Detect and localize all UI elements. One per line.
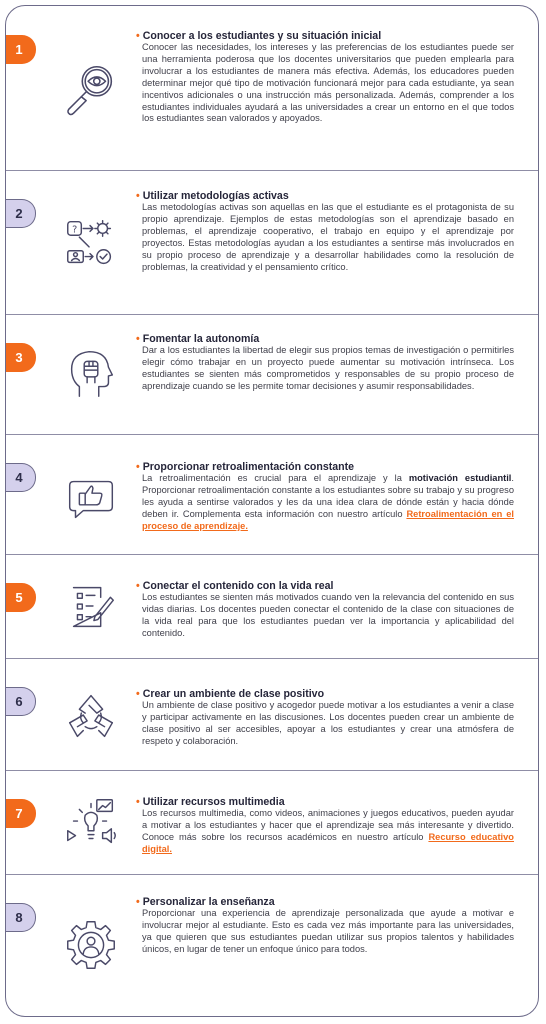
section-title: Utilizar recursos multimedia xyxy=(142,796,285,808)
section-2: 2 ? • Utilizar metodologías activas Las metodologías activas son aquellas en las que el estudiante es el protagonista de su propio aprendizaje. Ejemplos de estas metodologías son el aprendizaje basado en problemas, el aprendizaje cooperativo, el trabajo en equipo y el aprendizaje por proyectos. Estas metodologías ayudan a los estudiantes a sentirse más involucrados en su propio proceso de aprendizaje y a desarrollar habilidades como la resolución de problemas, la creatividad y el pensamiento crítico. xyxy=(6,170,538,314)
head-fist-icon xyxy=(60,342,122,404)
multimedia-bulb-icon xyxy=(60,792,122,854)
step-number-badge: 3 xyxy=(5,343,36,372)
section-body: Los recursos multimedia, como videos, animaciones y juegos educativos, pueden ayudar a motivar a los estudiantes y hacer que el aprendizaje sea más interesante y divertido. Conoce más sobre los recursos académicos en nuestro artículo Recurso educativo digital. xyxy=(142,808,514,854)
step-number-badge: 6 xyxy=(5,687,36,716)
section-title: Utilizar metodologías activas xyxy=(142,190,289,202)
section-body: Un ambiente de clase positivo y acogedor puede motivar a los estudiantes a venir a clase y participar activamente en las discusiones. Los docentes pueden crear un ambiente de clase positivo al ser accesibles, apoyar a los estudiantes y crear una atmósfera de respeto y colaboración. xyxy=(142,700,514,746)
section-body: Las metodologías activas son aquellas en las que el estudiante es el protagonista de su propio aprendizaje. Ejemplos de estas metodologías son el aprendizaje basado en problemas, el aprendizaje cooperativo, el trabajo en equipo y el aprendizaje por proyectos. Estas metodologías ayudan a los estudiantes a sentirse más involucrados en su propio proceso de aprendizaje y a desarrollar habilidades como la resolución de problemas, la creatividad y el pensamiento crítico. xyxy=(142,202,514,272)
checklist-icon xyxy=(60,576,122,638)
step-number-badge: 4 xyxy=(5,463,36,492)
joined-hands-icon xyxy=(60,686,122,748)
step-number-badge: 7 xyxy=(5,799,36,828)
magnifier-eye-icon xyxy=(60,58,122,120)
section-title: Conocer a los estudiantes y su situación inicial xyxy=(142,30,382,42)
section-5: 5 • Conectar el contenido con la vida real Los estudiantes se sienten más motivados cuando ven la relevancia del contenido en sus vidas diarias. Los docentes pueden conectar el contenido de la clase con situaciones de la vida real para que los estudiantes puedan ver la importancia y aplicabilidad del contenido. xyxy=(6,554,538,658)
section-6: 6 • Crear un ambiente de clase positivo Un ambiente de clase positivo y acogedor puede motivar a los estudiantes a venir a clase y participar activamente en las discusiones. Los docentes pueden crear un ambiente de clase positivo al ser accesibles, apoyar a los estudiantes y crear una atmósfera de respeto y colaboración. xyxy=(6,658,538,770)
infographic-card xyxy=(5,5,539,1017)
bold-keyword: motivación estudiantil xyxy=(408,473,512,483)
article-link[interactable]: Recurso educativo digital. xyxy=(142,831,514,854)
thumbs-up-chat-icon xyxy=(60,468,122,530)
section-title: Fomentar la autonomía xyxy=(142,333,260,345)
section-body: Los estudiantes se sienten más motivados cuando ven la relevancia del contenido en sus vidas diarias. Los docentes pueden conectar el contenido de la clase con situaciones de la vida real para que los estudiantes puedan ver la importancia y aplicabilidad del contenido. xyxy=(142,592,514,638)
section-1: 1 • Conocer a los estudiantes y su situación inicial Conocer las necesidades, los intereses y las preferencias de los estudiantes puede ser una herramienta poderosa que los docentes universitarios que pueden emplearla para involucrar a los estudiantes de manera más efectiva. Además, los educadores pueden determinar mejor qué tipo de motivación funcionará mejor para cada estudiante, ya sean incentivos adicionales o una instrucción más personalizada. Además, comprender a los estudiantes individuales ayudará a las universidades a crear un entorno en el que todos los estudiantes sean valorados y apoyados. xyxy=(6,6,538,170)
step-number-badge: 5 xyxy=(5,583,36,612)
section-3: 3 • Fomentar la autonomía Dar a los estudiantes la libertad de elegir sus propios temas de investigación o permitirles elegir cómo trabajar en un proyecto puede aumentar su motivación intrínseca. Los estudiantes se sienten más comprometidos y responsables de su propio proceso de aprendizaje cuando se les permite tomar decisiones y asumir responsabilidades. xyxy=(6,314,538,434)
step-number-badge: 2 xyxy=(5,199,36,228)
step-number-badge: 8 xyxy=(5,903,36,932)
svg-text:?: ? xyxy=(72,224,78,236)
section-title: Conectar el contenido con la vida real xyxy=(142,580,334,592)
section-body: La retroalimentación es crucial para el aprendizaje y la motivación estudiantil. Proporcionar retroalimentación constante a los estudiantes sobre su trabajo y su progreso les ayuda a sentirse valorados y les da una idea clara de dónde están y hacia dónde deben ir. Complementa esta información con nuestro artículo Retroalimentación en el proceso de aprendizaje. xyxy=(142,473,514,531)
section-7: 7 • Utilizar recursos multimedia Los recursos multimedia, como videos, animaciones y juegos educativos, pueden ayudar a motivar a los estudiantes y hacer que el aprendizaje sea más interesante y divertido. Conoce más sobre los recursos académicos en nuestro artículo Recurso educativo digital. xyxy=(6,770,538,874)
section-4: 4 • Proporcionar retroalimentación constante La retroalimentación es crucial para el aprendizaje y la motivación estudiantil. Proporcionar retroalimentación constante a los estudiantes sobre su trabajo y su progreso les ayuda a sentirse valorados y les da una idea clara de dónde están y hacia dónde deben ir. Complementa esta información con nuestro artículo Retroalimentación en el proceso de aprendizaje. xyxy=(6,434,538,554)
article-link[interactable]: Retroalimentación en el proceso de aprendizaje. xyxy=(142,508,514,531)
section-body: Dar a los estudiantes la libertad de elegir sus propios temas de investigación o permitirles elegir cómo trabajar en un proyecto puede aumentar su motivación intrínseca. Los estudiantes se sienten más comprometidos y responsables de su propio proceso de aprendizaje cuando se les permite tomar decisiones y asumir responsabilidades. xyxy=(142,345,514,391)
section-body: Conocer las necesidades, los intereses y las preferencias de los estudiantes puede ser una herramienta poderosa que los docentes universitarios que pueden emplearla para involucrar a los estudiantes de manera más efectiva. Además, los educadores pueden determinar mejor qué tipo de motivación funcionará mejor para cada estudiante, ya sean incentivos adicionales o una instrucción más personalizada. Además, comprender a los estudiantes individuales ayudará a las universidades a crear un entorno en el que todos los estudiantes sean valorados y apoyados. xyxy=(142,42,514,124)
step-number-badge: 1 xyxy=(5,35,36,64)
section-title: Crear un ambiente de clase positivo xyxy=(142,688,325,700)
section-body: Proporcionar una experiencia de aprendizaje personalizada que ayude a motivar e involucrar mejor al estudiante. Esto es cada vez más importante para las universidades, ya que quieren que sus estudiantes puedan utilizar sus propios talentos y habilidades únicos, en lugar de tener un enfoque único para todos. xyxy=(142,908,514,954)
user-gear-icon xyxy=(60,914,122,976)
active-methods-icon xyxy=(60,212,122,274)
section-title: Personalizar la enseñanza xyxy=(142,896,275,908)
section-title: Proporcionar retroalimentación constante xyxy=(142,461,355,473)
section-8: 8 • Personalizar la enseñanza Proporcionar una experiencia de aprendizaje personalizada que ayude a motivar e involucrar mejor al estudiante. Esto es cada vez más importante para las universidades, ya que quieren que sus estudiantes puedan utilizar sus propios talentos y habilidades únicos, en lugar de tener un enfoque único para todos. xyxy=(6,874,538,1017)
